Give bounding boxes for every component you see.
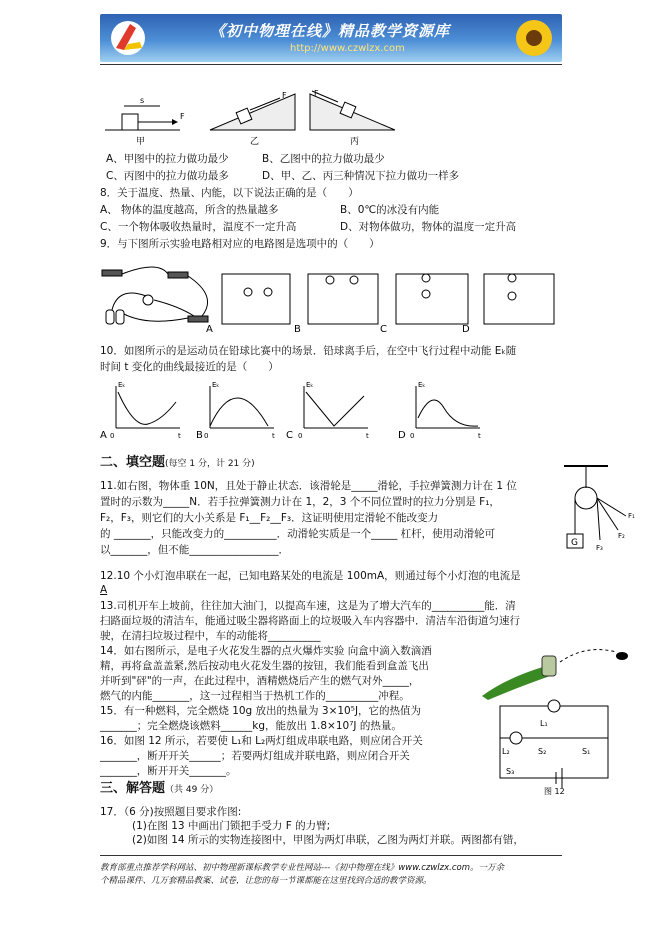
q14-line3: 并听到"砰"的一声，在此过程中，酒精燃烧后产生的燃气对外_____， [100, 675, 420, 687]
svg-text:D: D [398, 430, 406, 441]
header-rule [100, 64, 562, 65]
q12-line2: A [100, 584, 108, 596]
header-title: 《初中物理在线》精品教学资源库 [210, 22, 451, 40]
circuit-fig12 [486, 694, 616, 796]
q14-line4: 燃气的内能_______，这一过程相当于热机工作的__________冲程。 [100, 690, 410, 702]
svg-text:0: 0 [410, 432, 415, 440]
q15-line1: 15．有一种燃料，完全燃烧 10g 放出的热量为 3×10⁵J，它的热值为 [100, 705, 422, 717]
footer-line1: 教育部重点推荐学科网站、初中物理新课标教学专业性网站---《初中物理在线》www.czwlzx.com。一万余 [100, 863, 505, 873]
q8-option-c: C、一个物体吸收热量时，温度不一定升高 [100, 221, 297, 233]
sunflower-icon [504, 14, 562, 62]
q8-stem: 8．关于温度、热量、内能，以下说法正确的是（ ） [100, 187, 359, 199]
section3-heading [100, 782, 218, 797]
q11-line2: 置时的示数为_____N．若手拉弹簧测力计在 1，2，3 个不同位置时的拉力分别是 F₁， [100, 496, 500, 508]
q12-line1: 12.10 个小灯泡串联在一起，已知电路某处的电流是 100mA，则通过每个小灯泡的电流是 [100, 570, 521, 582]
q15-line2: _______；完全燃烧该燃料______kg，能放出 1.8×10⁷J 的热量。 [100, 720, 402, 732]
svg-text:s: s [140, 96, 145, 105]
real-circuit [102, 267, 208, 324]
q13-line3: 驶，在清扫垃圾过程中，车的动能将__________ [100, 630, 321, 642]
q7-figure [100, 86, 400, 146]
q9-label-d: D [462, 324, 470, 335]
q9-stem: 9．与下图所示实验电路相对应的电路图是选项中的（ ） [100, 238, 380, 250]
q8-option-d: D、对物体做功，物体的温度一定升高 [340, 221, 517, 233]
graph-c [304, 386, 368, 428]
svg-text:0: 0 [110, 432, 115, 440]
q10-stem-line1: 10．如图所示的是运动员在铅球比赛中的场景．铅球离手后，在空中飞行过程中动能 Eₖ随 [100, 345, 517, 357]
footer-line2: 个精品课件、几万套精品教案、试卷，让您的每一节课都能在这里找到合适的教学资源。 [100, 876, 432, 886]
option-b-circuit [308, 274, 378, 324]
section3-title: 三、解答题 [100, 781, 166, 796]
figure-jia [105, 96, 185, 146]
svg-text:S₂: S₂ [538, 747, 547, 756]
svg-text:图 12: 图 12 [544, 787, 565, 796]
header-url: http://www.czwlzx.com [290, 43, 405, 54]
section2-note: (每空 1 分，计 21 分) [165, 459, 255, 469]
svg-text:t: t [478, 432, 481, 440]
svg-text:t: t [272, 432, 275, 440]
q8-option-a: A、 物体的温度越高，所含的热量越多 [100, 204, 279, 216]
svg-text:S₁: S₁ [582, 747, 591, 756]
pulley-figure [556, 460, 644, 560]
svg-text:F: F [282, 91, 287, 100]
q11-line4: 的 _______，只能改变力的__________．动滑轮实质是一个_____ 杠杆，使用动滑轮可 [100, 528, 496, 540]
svg-text:F₁: F₁ [628, 512, 635, 520]
q11-line5: 以_______，但不能_________________． [100, 544, 289, 556]
figure-yi [210, 91, 295, 146]
q7-option-d: D、甲、乙、丙三种情况下拉力做功一样多 [262, 170, 460, 182]
svg-text:S₃: S₃ [506, 767, 515, 776]
header-banner [100, 14, 562, 62]
svg-text:L₂: L₂ [502, 747, 510, 756]
q16-line1: 16．如图 12 所示，若要使 L₁和 L₂两灯组成串联电路，则应闭合开关 [100, 735, 423, 747]
option-a-circuit [222, 274, 290, 324]
svg-text:C: C [286, 430, 293, 441]
q11-line1: 11.如右图，物体重 10N，且处于静止状态．该滑轮是_____滑轮，手拉弹簧测力计在 1 位 [100, 480, 517, 492]
q13-line2: 扫路面垃圾的清洁车，能通过吸尘器将路面上的垃圾吸入车内容器中．清洁车沿街道匀速行 [100, 615, 520, 627]
option-c-circuit [396, 274, 468, 324]
svg-text:t: t [366, 432, 369, 440]
q13-line1: 13.司机开车上坡前，往往加大油门，以提高车速，这是为了增大汽车的__________能．清 [100, 600, 516, 612]
svg-text:乙: 乙 [250, 137, 260, 146]
svg-text:0: 0 [204, 432, 209, 440]
svg-text:Eₖ: Eₖ [306, 381, 314, 389]
q16-line2: _______，断开开关______；若要两灯组成并联电路，则应闭合开关 [100, 750, 410, 762]
svg-text:F: F [314, 89, 319, 98]
q10-graphs [98, 378, 498, 442]
svg-text:丙: 丙 [350, 137, 360, 146]
q17-line2: (1)在图 13 中画出门锁把手受力 F 的力臂; [132, 820, 331, 832]
svg-text:Eₖ: Eₖ [118, 381, 126, 389]
q9-label-b: B [294, 324, 301, 335]
q8-option-b: B、0℃的冰没有内能 [340, 204, 440, 216]
q7-option-b: B、乙图中的拉力做功最少 [262, 153, 385, 165]
q14-line2: 精，再将盒盖盖紧,然后按动电火花发生器的按钮，我们能看到盒盖飞出 [100, 660, 429, 672]
graph-b [210, 386, 274, 428]
svg-text:F: F [180, 112, 185, 121]
q7-option-c: C、丙图中的拉力做功最多 [106, 170, 229, 182]
svg-text:L₁: L₁ [540, 719, 548, 728]
q9-label-a: A [206, 324, 213, 335]
q9-label-c: C [380, 324, 387, 335]
svg-text:F₃: F₃ [596, 544, 603, 552]
footer-rule [100, 855, 562, 856]
svg-text:B: B [196, 430, 203, 441]
svg-text:0: 0 [298, 432, 303, 440]
svg-text:甲: 甲 [136, 137, 146, 146]
q17-line3: (2)如图 14 所示的实物连接图中，甲图为两灯串联，乙图为两灯并联。两图都有错， [132, 834, 524, 846]
option-d-circuit [484, 274, 554, 324]
figure-bing [310, 89, 395, 146]
svg-text:G: G [571, 538, 578, 548]
svg-text:t: t [178, 432, 181, 440]
section2-heading [100, 456, 255, 471]
q16-line3: _______，断开开关_______。 [100, 765, 237, 777]
q7-option-a: A、甲图中的拉力做功最少 [106, 153, 229, 165]
q10-stem-line2: 时间 t 变化的曲线最接近的是（ ） [100, 361, 279, 373]
q9-figure [98, 256, 558, 338]
svg-text:Eₖ: Eₖ [418, 381, 426, 389]
logo-icon [106, 18, 156, 58]
svg-text:F₂: F₂ [618, 532, 625, 540]
section2-title: 二、填空题 [100, 455, 166, 470]
section3-note: （共 49 分） [165, 785, 219, 795]
graph-d [416, 386, 480, 428]
svg-text:A: A [100, 430, 107, 441]
q11-line3: F₂，F₃，则它们的大小关系是 F₁__F₂__F₃．这证明使用定滑轮不能改变力 [100, 512, 439, 524]
q17-line1: 17．（6 分)按照题目要求作图: [100, 806, 242, 818]
svg-text:Eₖ: Eₖ [212, 381, 220, 389]
graph-a [116, 386, 180, 428]
q14-line1: 14．如右图所示，是电子火花发生器的点火爆炸实验 向盒中滴入数滴酒 [100, 645, 432, 657]
